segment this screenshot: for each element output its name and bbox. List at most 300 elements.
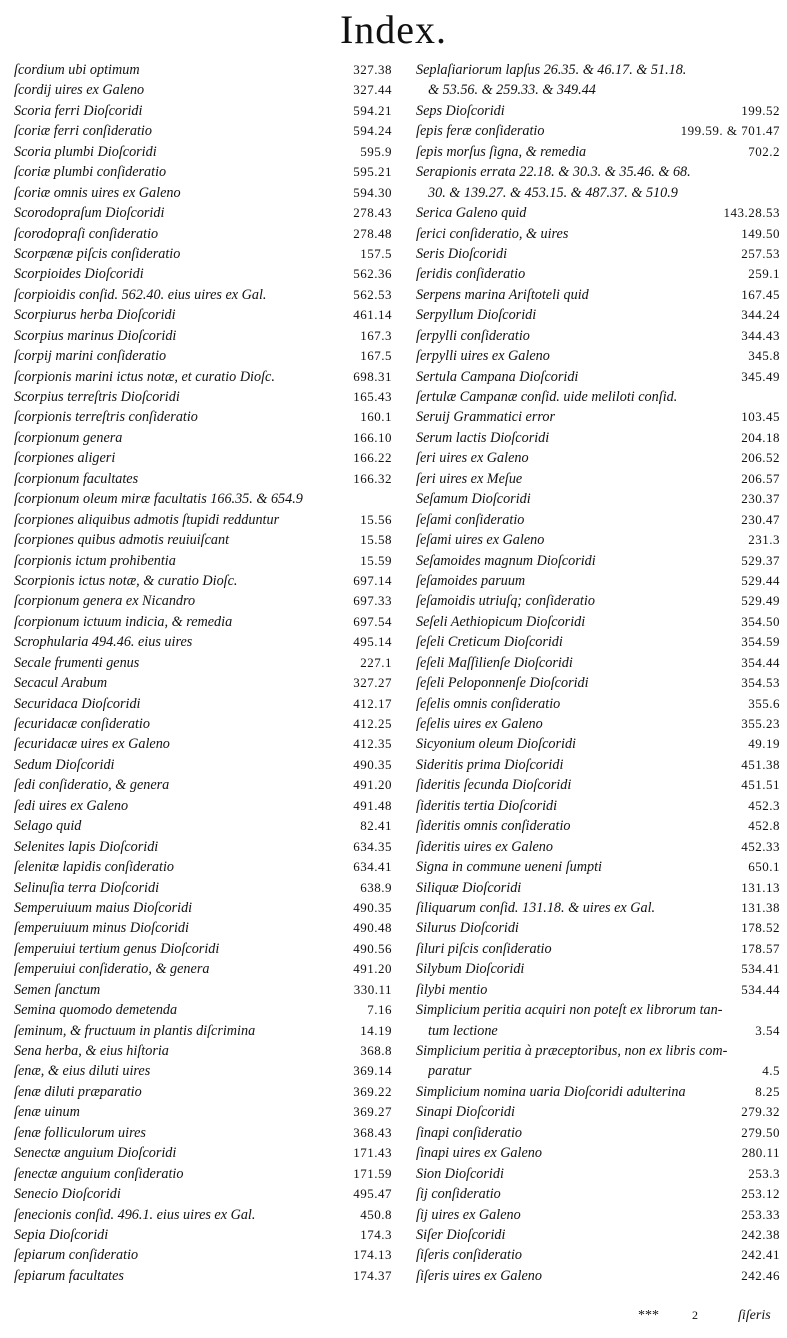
index-term: ſinapi conſideratio <box>416 1124 523 1141</box>
index-reference: 259.1 <box>748 266 780 282</box>
index-term: Simplicium peritia à præceptoribus, non ex libris com- <box>416 1043 728 1059</box>
index-reference: 327.27 <box>353 675 392 691</box>
index-term: ſeſelis omnis conſideratio <box>416 695 561 712</box>
catchword: ſiſeris <box>738 1308 771 1323</box>
index-term: ſcorpionis terreſtris conſideratio <box>14 409 198 426</box>
index-entry <box>416 653 780 673</box>
index-entry <box>14 264 392 284</box>
index-entry <box>14 1245 392 1265</box>
index-entry <box>416 1021 780 1041</box>
index-entry <box>14 367 392 387</box>
index-reference: 594.21 <box>353 102 392 118</box>
index-reference: 279.50 <box>741 1124 780 1140</box>
index-reference: 242.38 <box>741 1226 780 1242</box>
index-entry <box>416 591 780 611</box>
index-term: Sepia Dioſcoridi <box>14 1226 109 1243</box>
index-entry <box>416 60 780 80</box>
index-reference: 490.35 <box>353 756 392 772</box>
index-term: ſenectæ anguium conſideratio <box>14 1165 184 1182</box>
index-entry <box>416 1082 780 1102</box>
index-term: ſepiarum conſideratio <box>14 1247 139 1264</box>
index-reference: 230.47 <box>741 511 780 527</box>
index-reference: 143.28.53 <box>723 205 780 221</box>
index-reference: 160.1 <box>360 409 392 425</box>
index-term: Sicyonium oleum Dioſcoridi <box>416 736 576 753</box>
index-reference: 330.11 <box>353 981 392 997</box>
index-term: ſemperuiui tertium genus Dioſcoridi <box>14 940 220 957</box>
index-term: tum lectione <box>428 1022 498 1039</box>
index-reference: 49.19 <box>748 736 780 752</box>
index-entry <box>416 469 780 489</box>
index-entry <box>416 162 780 182</box>
index-reference: 369.27 <box>353 1104 392 1120</box>
index-entry <box>14 755 392 775</box>
index-term: ſeſami conſideratio <box>416 511 525 528</box>
index-reference: 495.47 <box>353 1186 392 1202</box>
index-term: ſcorpionum genera ex Nicandro <box>14 593 196 610</box>
index-term: Serpyllum Dioſcoridi <box>416 307 537 324</box>
index-entry <box>416 775 780 795</box>
index-term: Serapionis errata 22.18. & 30.3. & 35.46. & 68. <box>416 164 691 181</box>
index-entry <box>416 326 780 346</box>
index-reference: 344.24 <box>741 307 780 323</box>
index-term: Serica Galeno quid <box>416 205 527 222</box>
index-reference: 529.37 <box>741 552 780 568</box>
index-entry <box>14 775 392 795</box>
index-entry <box>14 857 392 877</box>
index-reference: 199.59. & 701.47 <box>680 123 780 139</box>
index-term: ſcordij uires ex Galeno <box>14 82 145 99</box>
index-reference: 369.14 <box>353 1063 392 1079</box>
index-reference: 451.38 <box>741 756 780 772</box>
index-entry <box>14 407 392 427</box>
index-reference: 230.37 <box>741 491 780 507</box>
index-reference: 697.33 <box>353 593 392 609</box>
index-entry <box>416 1102 780 1122</box>
index-term: ſelenitæ lapidis conſideratio <box>14 859 174 876</box>
index-entry <box>416 796 780 816</box>
index-term: ſedi conſideratio, & genera <box>14 777 170 794</box>
index-entry <box>14 346 392 366</box>
index-entry <box>14 714 392 734</box>
index-term: ſcoriæ ferri conſideratio <box>14 123 152 140</box>
index-term: Scorpænæ piſcis conſideratio <box>14 245 181 262</box>
index-reference: 206.57 <box>741 470 780 486</box>
index-term: ſeſeli Creticum Dioſcoridi <box>416 634 563 651</box>
index-term: Simplicium nomina uaria Dioſcoridi adulterina <box>416 1083 686 1100</box>
index-entry <box>416 980 780 1000</box>
index-entry <box>14 1123 392 1143</box>
index-reference: 7.16 <box>367 1002 392 1018</box>
index-entry <box>416 224 780 244</box>
index-reference: 15.59 <box>360 552 392 568</box>
index-term: ſcordium ubi optimum <box>14 62 140 78</box>
index-entry <box>14 673 392 693</box>
index-term: ſcoriæ plumbi conſideratio <box>14 164 167 181</box>
index-term: ſcorpiones aligeri <box>14 450 116 467</box>
index-reference: 174.3 <box>360 1226 392 1242</box>
index-term: ſiluri piſcis conſideratio <box>416 940 552 957</box>
index-reference: 650.1 <box>748 859 780 875</box>
index-reference: 157.5 <box>360 245 392 261</box>
index-term: ſeridis conſideratio <box>416 266 526 283</box>
index-entry <box>416 632 780 652</box>
index-entry <box>416 305 780 325</box>
index-term: ſcorpionum oleum miræ facultatis 166.35. & 654.9 <box>14 491 303 508</box>
index-reference: 368.43 <box>353 1124 392 1140</box>
index-reference: 354.59 <box>741 634 780 650</box>
index-reference: 490.56 <box>353 940 392 956</box>
index-term: Sideritis prima Dioſcoridi <box>416 756 564 773</box>
index-term: Seſamoides magnum Dioſcoridi <box>416 552 596 569</box>
index-reference: 174.37 <box>353 1267 392 1283</box>
index-reference: 178.57 <box>741 940 780 956</box>
index-entry <box>14 448 392 468</box>
index-term: ſemperuiui conſideratio, & genera <box>14 961 210 978</box>
index-entry <box>14 224 392 244</box>
index-term: ſeſami uires ex Galeno <box>416 532 545 549</box>
index-reference: 344.43 <box>741 327 780 343</box>
index-reference: 634.35 <box>353 838 392 854</box>
index-entry <box>14 305 392 325</box>
index-reference: 452.3 <box>748 797 780 813</box>
index-reference: 14.19 <box>360 1022 392 1038</box>
index-reference: 278.48 <box>353 225 392 241</box>
index-term: Scorpioides Dioſcoridi <box>14 266 144 283</box>
index-entry <box>416 1041 780 1061</box>
index-reference: 253.3 <box>748 1165 780 1181</box>
index-entry <box>14 244 392 264</box>
index-entry <box>416 121 780 141</box>
index-reference: 702.2 <box>748 143 780 159</box>
index-reference: 167.45 <box>741 286 780 302</box>
index-reference: 253.12 <box>741 1186 780 1202</box>
index-entry <box>14 898 392 918</box>
index-term: ſepis feræ conſideratio <box>416 123 545 140</box>
index-entry <box>14 387 392 407</box>
index-reference: 594.30 <box>353 184 392 200</box>
index-reference: 369.22 <box>353 1083 392 1099</box>
index-term: ſenæ uinum <box>14 1104 80 1121</box>
index-term: Securidaca Dioſcoridi <box>14 695 141 712</box>
index-entry <box>416 571 780 591</box>
index-reference: 490.48 <box>353 920 392 936</box>
index-entry <box>416 1000 780 1020</box>
index-reference: 412.35 <box>353 736 392 752</box>
index-entry <box>416 1123 780 1143</box>
index-entry <box>14 1102 392 1122</box>
index-entry <box>14 551 392 571</box>
index-reference: 242.46 <box>741 1267 780 1283</box>
index-reference: 491.20 <box>353 961 392 977</box>
index-reference: 450.8 <box>360 1206 392 1222</box>
index-term: Siſer Dioſcoridi <box>416 1226 506 1243</box>
index-entry <box>416 837 780 857</box>
index-entry <box>416 387 780 407</box>
index-entry <box>14 510 392 530</box>
index-reference: 204.18 <box>741 429 780 445</box>
index-term: Silurus Dioſcoridi <box>416 920 519 937</box>
index-reference: 206.52 <box>741 450 780 466</box>
index-term: ſideritis uires ex Galeno <box>416 838 553 855</box>
index-entry <box>416 1266 780 1286</box>
index-term: Sertula Campana Dioſcoridi <box>416 368 579 385</box>
index-entry <box>14 1061 392 1081</box>
index-term: ſcorpionis ictum prohibentia <box>14 552 176 569</box>
index-term: ſertulæ Campanæ conſid. uide meliloti conſid. <box>416 389 678 405</box>
index-entry <box>14 1021 392 1041</box>
index-term: ſepiarum facultates <box>14 1267 124 1284</box>
index-entry <box>14 980 392 1000</box>
index-reference: 529.44 <box>741 572 780 588</box>
index-reference: 354.44 <box>741 654 780 670</box>
index-term: ſeſeli Maſſilienſe Dioſcoridi <box>416 654 573 671</box>
index-term: paratur <box>428 1063 472 1080</box>
index-term: ſcorpioidis conſid. 562.40. eius uires ex Gal. <box>14 286 267 303</box>
index-reference: 280.11 <box>741 1145 780 1161</box>
index-reference: 412.17 <box>353 695 392 711</box>
index-term: ſcorpionum ictuum indicia, & remedia <box>14 613 233 630</box>
index-term: ſcorpiones quibus admotis reuiuiſcant <box>14 532 230 549</box>
index-term: ſiliquarum conſid. 131.18. & uires ex Gal. <box>416 899 656 916</box>
index-term: ſerici conſideratio, & uires <box>416 225 569 242</box>
index-entry <box>14 1205 392 1225</box>
index-term: Simplicium peritia acquiri non poteſt ex librorum tan- <box>416 1002 723 1019</box>
index-reference: 149.50 <box>741 225 780 241</box>
index-entry <box>416 959 780 979</box>
index-entry <box>416 203 780 223</box>
index-term: ſeſeli Peloponnenſe Dioſcoridi <box>416 675 589 692</box>
index-term: ſcorodopraſi conſideratio <box>14 225 159 242</box>
index-reference: 461.14 <box>353 307 392 323</box>
index-term: ſerpylli conſideratio <box>416 327 530 344</box>
index-term: ſcorpij marini conſideratio <box>14 348 167 365</box>
index-reference: 166.22 <box>353 450 392 466</box>
index-reference: 3.54 <box>755 1022 780 1038</box>
index-term: & 53.56. & 259.33. & 349.44 <box>428 82 596 99</box>
index-term: ſenæ diluti præparatio <box>14 1083 142 1100</box>
index-entry <box>14 694 392 714</box>
index-term: ſij uires ex Galeno <box>416 1206 521 1223</box>
index-entry <box>416 1143 780 1163</box>
index-entry <box>14 571 392 591</box>
index-reference: 174.13 <box>353 1247 392 1263</box>
index-reference: 529.49 <box>741 593 780 609</box>
index-entry <box>14 939 392 959</box>
index-term: ſinapi uires ex Galeno <box>416 1145 542 1162</box>
index-reference: 452.8 <box>748 818 780 834</box>
index-term: Seris Dioſcoridi <box>416 245 508 262</box>
index-term: Semina quomodo demetenda <box>14 1002 178 1019</box>
index-entry <box>14 1041 392 1061</box>
index-reference: 490.35 <box>353 899 392 915</box>
index-term: Secale frumenti genus <box>14 654 140 671</box>
index-term: ſij conſideratio <box>416 1186 501 1203</box>
index-term: ſilybi mentio <box>416 981 488 998</box>
index-entry <box>416 1061 780 1081</box>
index-term: Scorodopraſum Dioſcoridi <box>14 205 165 222</box>
index-entry <box>14 326 392 346</box>
index-entry <box>14 1184 392 1204</box>
index-reference: 131.38 <box>741 899 780 915</box>
index-reference: 15.56 <box>360 511 392 527</box>
index-entry <box>416 346 780 366</box>
index-term: ſcorpionum genera <box>14 429 123 446</box>
index-reference: 491.48 <box>353 797 392 813</box>
index-reference: 327.44 <box>353 82 392 98</box>
index-entry <box>14 591 392 611</box>
index-reference: 171.59 <box>353 1165 392 1181</box>
index-reference: 4.5 <box>762 1063 780 1079</box>
index-entry <box>416 612 780 632</box>
index-entry <box>416 183 780 203</box>
index-term: Semen ſanctum <box>14 981 101 998</box>
index-reference: 171.43 <box>353 1145 392 1161</box>
index-entry <box>14 121 392 141</box>
index-entry <box>416 1184 780 1204</box>
page-title: Index. <box>339 7 448 52</box>
index-term: ſenecionis conſid. 496.1. eius uires ex Gal. <box>14 1206 256 1223</box>
index-term: Seplaſiariorum lapſus 26.35. & 46.17. & 51.18. <box>416 62 687 78</box>
index-entry <box>14 918 392 938</box>
index-entry <box>14 428 392 448</box>
index-entry <box>14 162 392 182</box>
index-term: ſideritis ſecunda Dioſcoridi <box>416 777 572 794</box>
index-term: Selago quid <box>14 818 82 835</box>
index-reference: 638.9 <box>360 879 392 895</box>
index-entry <box>14 101 392 121</box>
index-term: ſenæ, & eius diluti uires <box>14 1063 151 1080</box>
index-term: ſenæ folliculorum uires <box>14 1124 146 1141</box>
index-term: Secacul Arabum <box>14 675 108 692</box>
index-entry <box>416 714 780 734</box>
index-reference: 345.8 <box>748 348 780 364</box>
index-term: Scorpionis ictus notæ, & curatio Dioſc. <box>14 572 238 589</box>
index-entry <box>14 632 392 652</box>
index-entry <box>416 510 780 530</box>
index-entry <box>14 653 392 673</box>
index-entry <box>14 489 392 509</box>
index-reference: 82.41 <box>360 818 392 834</box>
index-entry <box>14 837 392 857</box>
index-entry <box>416 448 780 468</box>
index-term: ſeri uires ex Galeno <box>416 450 529 467</box>
index-entry <box>14 734 392 754</box>
index-entry <box>416 694 780 714</box>
index-reference: 165.43 <box>353 389 392 404</box>
index-term: Signa in commune ueneni ſumpti <box>416 859 602 876</box>
index-entry <box>14 469 392 489</box>
index-term: ſeminum, & fructuum in plantis diſcrimina <box>14 1022 256 1039</box>
index-reference: 595.9 <box>360 143 392 159</box>
index-term: ſcorpionum facultates <box>14 470 139 487</box>
index-entry <box>416 1164 780 1184</box>
index-term: ſiſeris conſideratio <box>416 1247 523 1264</box>
signature-mark: *** <box>638 1308 659 1323</box>
index-entry <box>14 285 392 305</box>
index-reference: 697.14 <box>353 572 392 588</box>
index-reference: 178.52 <box>741 920 780 936</box>
index-term: Senectæ anguium Dioſcoridi <box>14 1145 177 1162</box>
index-term: Scorpius terreſtris Dioſcoridi <box>14 389 180 405</box>
index-term: ſeſamoidis utriuſq; conſideratio <box>416 593 595 610</box>
index-reference: 491.20 <box>353 777 392 793</box>
index-term: Sedum Dioſcoridi <box>14 756 115 773</box>
index-entry <box>14 183 392 203</box>
index-entry <box>416 1245 780 1265</box>
index-reference: 345.49 <box>741 368 780 384</box>
index-entry <box>416 101 780 121</box>
index-entry <box>14 1082 392 1102</box>
index-entry <box>14 203 392 223</box>
index-term: Silybum Dioſcoridi <box>416 961 525 978</box>
index-term: ſcorpionis marini ictus notæ, et curatio Dioſc. <box>14 368 275 385</box>
index-entry <box>416 816 780 836</box>
index-reference: 8.25 <box>755 1083 780 1099</box>
index-entry <box>14 142 392 162</box>
index-entry <box>416 755 780 775</box>
index-entry <box>416 489 780 509</box>
index-entry <box>416 244 780 264</box>
index-reference: 131.13 <box>741 879 780 895</box>
index-entry <box>416 939 780 959</box>
index-term: ſemperuiuum minus Dioſcoridi <box>14 920 189 937</box>
index-reference: 231.3 <box>748 532 780 548</box>
index-column-right <box>416 60 780 1286</box>
index-term: Scrophularia 494.46. eius uires <box>14 634 193 651</box>
index-term: Seps Dioſcoridi <box>416 102 505 119</box>
index-entry <box>416 898 780 918</box>
index-reference: 199.52 <box>741 102 780 118</box>
index-term: ſcorpiones aliquibus admotis ſtupidi redduntur <box>14 511 280 528</box>
index-term: Seruij Grammatici error <box>416 409 555 426</box>
index-term: ſeſelis uires ex Galeno <box>416 716 543 732</box>
index-reference: 257.53 <box>741 245 780 261</box>
index-term: Serum lactis Dioſcoridi <box>416 429 550 446</box>
index-reference: 452.33 <box>741 838 780 854</box>
index-reference: 355.23 <box>741 716 780 731</box>
index-reference: 327.38 <box>353 62 392 77</box>
index-term: ſeri uires ex Meſue <box>416 470 523 487</box>
index-entry <box>416 673 780 693</box>
index-reference: 412.25 <box>353 716 392 731</box>
index-entry <box>416 734 780 754</box>
index-reference: 15.58 <box>360 532 392 548</box>
index-entry <box>14 878 392 898</box>
index-entry <box>14 1143 392 1163</box>
index-term: ſideritis omnis conſideratio <box>416 818 571 835</box>
index-entry <box>416 551 780 571</box>
index-entry <box>416 367 780 387</box>
index-term: ſepis morſus ſigna, & remedia <box>416 143 587 160</box>
index-reference: 167.5 <box>360 348 392 364</box>
index-reference: 354.53 <box>741 675 780 691</box>
index-entry <box>416 407 780 427</box>
index-term: ſeſamoides paruum <box>416 572 526 589</box>
index-reference: 368.8 <box>360 1043 392 1058</box>
index-term: ſecuridacæ uires ex Galeno <box>14 736 170 753</box>
index-term: Semperuiuum maius Dioſcoridi <box>14 899 193 916</box>
index-reference: 167.3 <box>360 327 392 343</box>
index-term: Siliquæ Dioſcoridi <box>416 879 522 896</box>
index-entry <box>14 1164 392 1184</box>
index-entry <box>416 428 780 448</box>
index-entry <box>14 80 392 100</box>
index-entry <box>416 1205 780 1225</box>
index-term: Sinapi Dioſcoridi <box>416 1104 515 1121</box>
index-entry <box>416 80 780 100</box>
index-reference: 166.32 <box>353 470 392 486</box>
